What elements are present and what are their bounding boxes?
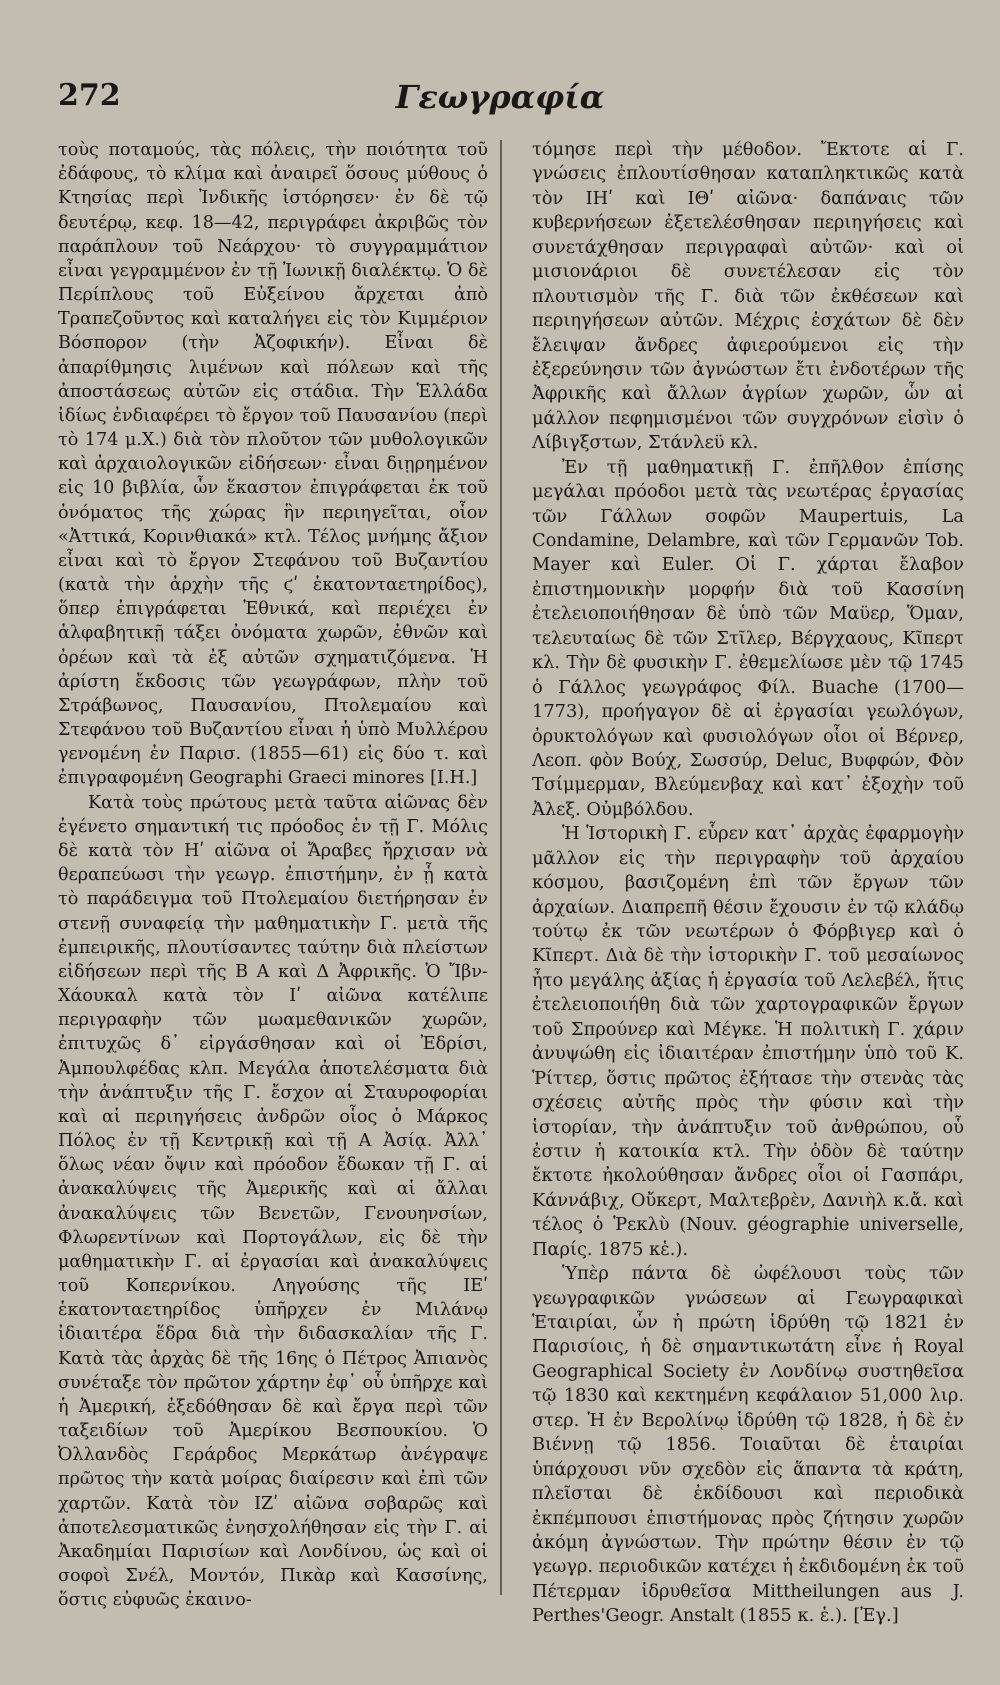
paragraph: τόμησε περὶ τὴν μέθοδον. Ἔκτοτε αἱ Γ. γνώσεις ἐπλουτίσθησαν καταπληκτικῶς κατὰ τὸν ΙΗʹ καὶ ΙΘʹ αἰῶνα· δαπάναις τῶν κυβερνήσεων ἐξετελέσθησαν περιηγήσεις καὶ συνετάχθησαν περιγραφαὶ αὐτῶν· καὶ οἱ μισιονάριοι δὲ συνετέλεσαν εἰς τὸν πλουτισμὸν τῆς Γ. διὰ τῶν ἐκθέσεων καὶ περιηγήσεων αὐτῶν. Μέχρις ἐσχάτων δὲ δὲν ἔλειψαν ἄνδρες ἀφιερούμενοι εἰς τὴν ἐξερεύνησιν τῶν ἀγνώστων ἔτι ἐνδοτέρων τῆς Ἀφρικῆς καὶ ἄλλων ἀγρίων χωρῶν, ὧν αἱ μάλλον πεφημισμένοι τῶν συγχρόνων εἰσὶν ὁ Λίβιγξστων, Στάνλεϋ κλ.: [532, 139, 964, 454]
page-header: [0, 78, 1000, 128]
paragraph: τοὺς ποταμούς, τὰς πόλεις, τὴν ποιότητα τοῦ ἐδάφους, τὸ κλίμα καὶ ἀναιρεῖ ὅσους μύθους ὁ Κτησίας περὶ Ἰνδικῆς ἱστόρησεν· ἐν δὲ τῷ δευτέρῳ, κεφ. 18—42, περιγράφει ἀκριβῶς τὸν παράπλουν τοῦ Νεάρχου· τὸ συγγραμμάτιον εἶναι γεγραμμένον ἐν τῇ Ἰωνικῇ διαλέκτῳ. Ὁ δὲ Περίπλους τοῦ Εὐξείνου ἄρχεται ἀπὸ Τραπεζοῦντος καὶ καταλήγει εἰς τὸν Κιμμέριον Βόσπορον (τὴν Ἀζοφικήν). Εἶναι δὲ ἀπαρίθμησις λιμένων καὶ πόλεων καὶ τῆς ἀποστάσεως αὐτῶν εἰς στάδια. Τὴν Ἑλλάδα ἰδίως ἐνδιαφέρει τὸ ἔργον τοῦ Παυσανίου (περὶ τὸ 174 μ.Χ.) διὰ τὸν πλοῦτον τῶν μυθολογικῶν καὶ ἀρχαιολογικῶν εἰδήσεων· εἶναι διῃρημένον εἰς 10 βιβλία, ὧν ἕκαστον ἐπιγράφεται ἐκ τοῦ ὀνόματος τῆς χώρας ἣν περιηγεῖται, οἷον «Ἀττικά, Κορινθιακά» κτλ. Τέλος μνήμης ἄξιον εἶναι καὶ τὸ ἔργον Στεφάνου τοῦ Βυζαντίου (κατὰ τὴν ἀρχὴν τῆς ϛʹ ἑκατονταετηρίδος), ὅπερ ἐπιγράφεται Ἐθνικά, καὶ περιέχει ἐν ἀλφαβητικῇ τάξει ὀνόματα χωρῶν, ἐθνῶν καὶ ὀρέων καὶ τὰ ἐξ αὐτῶν σχηματιζόμενα. Ἡ ἀρίστη ἔκδοσις τῶν γεωγράφων, πλὴν τοῦ Στράβωνος, Παυσανίου, Πτολεμαίου καὶ Στεφάνου τοῦ Βυζαντίου εἶναι ἡ ὑπὸ Μυλλέρου γενομένη ἐν Παρισ. (1855—61) εἰς δύο τ. καὶ ἐπιγραφομένη Geographi Graeci minores [Ι.Η.]: [58, 140, 488, 789]
page-number: 272: [58, 78, 121, 113]
paragraph: Ὑπὲρ πάντα δὲ ὠφέλουσι τοὺς τῶν γεωγραφικῶν γνώσεων αἱ Γεωγραφικαὶ Ἑταιρίαι, ὧν ἡ πρώτη ἱδρύθη τῷ 1821 ἐν Παρισίοις, ἡ δὲ σημαντικωτάτη εἶνε ἡ Royal Geographical Society ἐν Λονδίνῳ συστηθεῖσα τῷ 1830 καὶ κεκτημένη κεφάλαιον 51,000 λιρ. στερ. Ἡ ἐν Βερολίνῳ ἱδρύθη τῷ 1828, ἡ δὲ ἐν Βιέννῃ τῷ 1856. Τοιαῦται δὲ ἑταιρίαι ὑπάρχουσι νῦν σχεδὸν εἰς ἅπαντα τὰ κράτη, πλεῖσται δὲ ἐκδίδουσι καὶ περιοδικὰ ἐκπέμπουσι ἐπιστήμονας πρὸς ζήτησιν χωρῶν ἀκόμη ἀγνώστων. Τὴν πρώτην θέσιν ἐν τῷ γεωγρ. περιοδικῶν κατέχει ἡ ἐκδιδομένη ἐκ τοῦ Πέτερμαν ἱδρυθεῖσα Mittheilungen aus J. Perthes'Geogr. Anstalt (1855 κ. ἑ.). [Ἐγ.]: [532, 1263, 964, 1627]
paragraph: Ἡ Ἱστορικὴ Γ. εὗρεν κατ᾽ ἀρχὰς ἐφαρμογὴν μᾶλλον εἰς τὴν περιγραφὴν τοῦ ἀρχαίου κόσμου, βασιζομένη ἐπὶ τῶν ἔργων τῶν ἀρχαίων. Διαπρεπῆ θέσιν ἔχουσιν ἐν τῷ κλάδῳ τούτῳ ἐκ τῶν νεωτέρων ὁ Φόρβιγερ καὶ ὁ Κῖπερτ. Διὰ δὲ τὴν ἱστορικὴν Γ. τοῦ μεσαίωνος ἦτο μεγάλης ἀξίας ἡ ἐργασία τοῦ Λελεβέλ, ἥτις ἐτελειοποιήθη διὰ τῶν χαρτογραφικῶν ἔργων τοῦ Σπρούνερ καὶ Μέγκε. Ἡ πολιτικὴ Γ. χάριν ἀνυψώθη εἰς ἰδιαιτέραν ἐπιστήμην ὑπὸ τοῦ Κ. Ῥίττερ, ὅστις πρῶτος ἐξήτασε τὴν στενὰς τὰς σχέσεις αὐτῆς πρὸς τὴν φύσιν καὶ τὴν ἱστορίαν, τὴν ἀνάπτυξιν τοῦ ἀνθρώπου, οὗ ἐστιν ἡ κατοικία κτλ. Τὴν ὁδὸν δὲ ταύτην ἔκτοτε ἠκολούθησαν ἄνδρες οἷοι οἱ Γασπάρι, Κάννάβιχ, Οὔκερτ, Μαλτεβρὲν, Δανιὴλ κ.ἄ. καὶ τέλος ὁ Ῥεκλὺ (Nouv. géographie universelle, Παρίς. 1875 κἑ.).: [532, 823, 964, 1260]
paragraph: Κατὰ τοὺς πρώτους μετὰ ταῦτα αἰῶνας δὲν ἐγένετο σημαντική τις πρόοδος ἐν τῇ Γ. Μόλις δὲ κατὰ τὸν Ηʹ αἰῶνα οἱ Ἄραβες ἤρχισαν νὰ θεραπεύωσι τὴν γεωγρ. ἐπιστήμην, ἐν ᾗ κατὰ τὸ παράδειγμα τοῦ Πτολεμαίου διετήρησαν ἐν στενῇ συναφείᾳ τὴν μαθηματικὴν Γ. μετὰ τῆς ἐμπειρικῆς, πλουτίσαντες ταύτην διὰ πλείστων εἰδήσεων περὶ τῆς Β Α καὶ Δ Ἀφρικῆς. Ὁ Ἴβν-Χάουκαλ κατὰ τὸν Ιʹ αἰῶνα κατέλιπε περιγραφὴν τῶν μωαμεθανικῶν χωρῶν, ἐπιτυχῶς δ᾽ εἰργάσθησαν καὶ οἱ Ἐδρίσι, Ἀμπουλφέδας κλπ. Μεγάλα ἀποτελέσματα διὰ τὴν ἀνάπτυξιν τῆς Γ. ἔσχον αἱ Σταυροφορίαι καὶ αἱ περιηγήσεις ἀνδρῶν οἷος ὁ Μάρκος Πόλος ἐν τῇ Κεντρικῇ καὶ τῇ Α Ἀσίᾳ. Ἀλλ᾽ ὅλως νέαν ὄψιν καὶ πρόοδον ἔδωκαν τῇ Γ. αἱ ἀνακαλύψεις τῆς Ἀμερικῆς καὶ αἱ ἄλλαι ἀνακαλύψεις τῶν Βενετῶν, Γενουηνσίων, Φλωρεντίνων καὶ Πορτογάλων, εἰς δὲ τὴν μαθηματικὴν Γ. αἱ ἐργασίαι καὶ ἀνακαλύψεις τοῦ Κοπερνίκου. Ληγούσης τῆς ΙΕʹ ἑκατονταετηρίδος ὑπῆρχεν ἐν Μιλάνῳ ἰδιαιτέρα ἕδρα διὰ τὴν διδασκαλίαν τῆς Γ. Κατὰ τὰς ἀρχὰς δὲ τῆς 16ης ὁ Πέτρος Ἀπιανὸς συνέταξε τὸν πρῶτον χάρτην ἐφ᾽ οὗ ὑπῆρχε καὶ ἡ Ἀμερική, ἐξεδόθησαν δὲ καὶ ἔργα περὶ τῶν ταξειδίων τοῦ Ἀμερίκου Βεσπουκίου. Ὁ Ὀλλανδὸς Γεράρδος Μερκάτωρ ἀνέγραψε πρῶτος τὴν κατὰ μοίρας διαίρεσιν καὶ ἐπὶ τῶν χαρτῶν. Κατὰ τὸν ΙΖʹ αἰῶνα σοβαρῶς καὶ ἀποτελεσματικῶς ἐνησχολήθησαν εἰς τὴν Γ. αἱ Ἀκαδημίαι Παρισίων καὶ Λονδίνου, ὡς καὶ οἱ σοφοὶ Σνέλ, Μοντόν, Πικὰρ καὶ Κασσίνης, ὅστις εὐφυῶς ἐκαινο-: [58, 792, 488, 1611]
right-column: [532, 138, 964, 1629]
left-column: [58, 138, 488, 1612]
column-divider: [500, 140, 502, 1595]
paragraph: Ἐν τῇ μαθηματικῇ Γ. ἐπῆλθον ἐπίσης μεγάλαι πρόοδοι μετὰ τὰς νεωτέρας ἐργασίας τῶν Γάλλων σοφῶν Maupertuis, La Condamine, Delambre, καὶ τῶν Γερμανῶν Tob. Mayer καὶ Euler. Οἱ Γ. χάρται ἔλαβον ἐπιστημονικὴν μορφήν διὰ τοῦ Κασσίνη ἐτελειοποιήθησαν δὲ ὑπὸ τῶν Μαϋερ, Ὅμαν, τελευταίως δὲ τῶν Στῖλερ, Βέργχαους, Κῖπερτ κλ. Τὴν δὲ φυσικὴν Γ. ἐθεμελίωσε μὲν τῷ 1745 ὁ Γάλλος γεωγράφος Φίλ. Buache (1700—1773), προήγαγον δὲ αἱ ἐργασίαι γεωλόγων, ὀρυκτολόγων καὶ φυσιολόγων οἷοι οἱ Βέρνερ, Λεοπ. φὸν Βούχ, Σωσσύρ, Deluc, Βυφφών, Φὸν Τσίμμερμαν, Βλεύμενβαχ καὶ κατ᾽ ἐξοχὴν τοῦ Ἀλεξ. Οὐμβόλδου.: [532, 456, 964, 820]
running-title: Γεωγραφία: [395, 78, 605, 116]
